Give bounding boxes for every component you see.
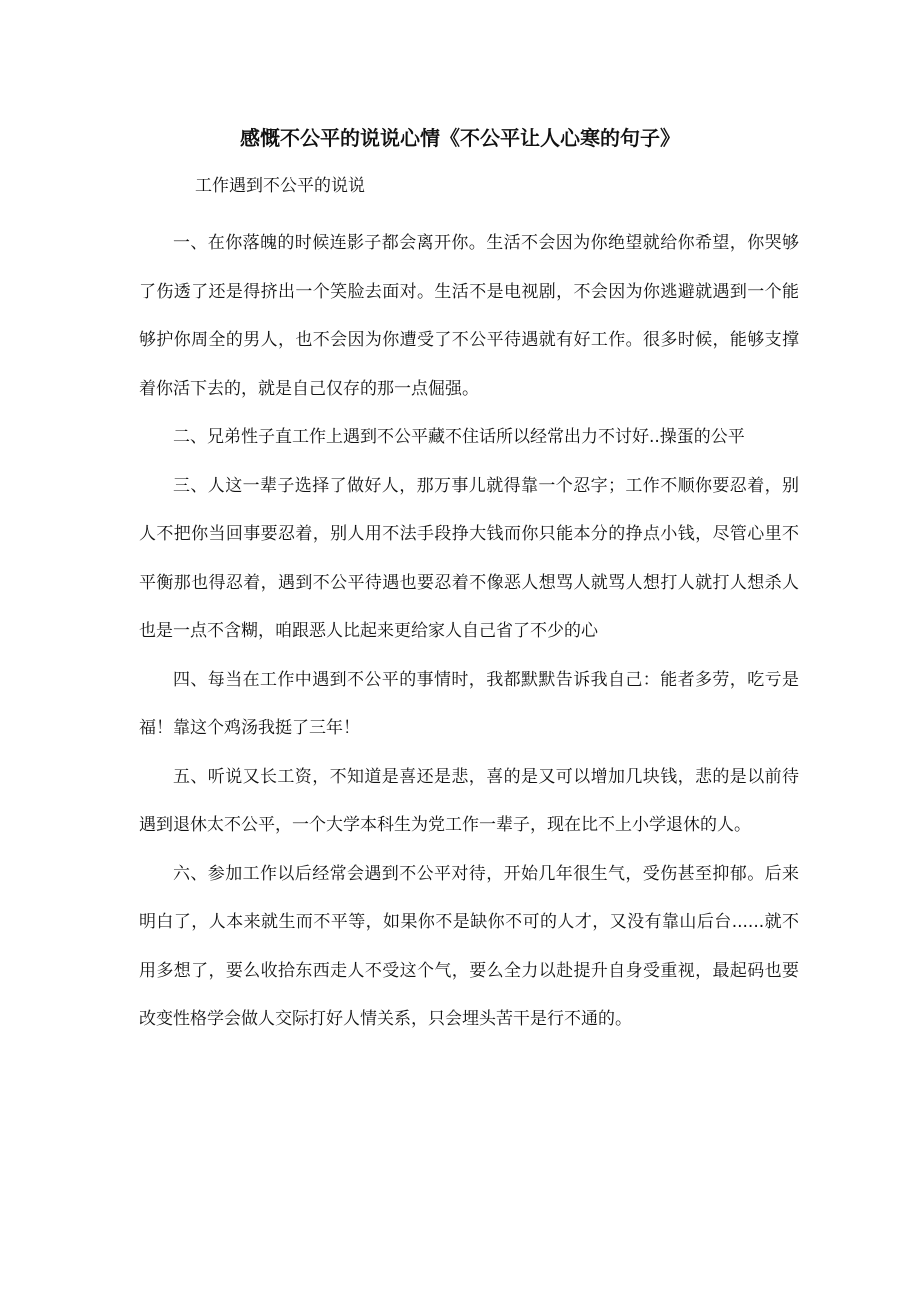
paragraph-1: 一、在你落魄的时候连影子都会离开你。生活不会因为你绝望就给你希望，你哭够了伤透了还是得挤出一个笑脸去面对。生活不是电视剧，不会因为你逃避就遇到一个能够护你周全的男人，也不会因为你遭受了不公平待遇就有好工作。很多时候，能够支撑着你活下去的，就是自己仅存的那一点倔强。 xyxy=(139,233,799,399)
article-body xyxy=(139,219,799,1044)
paragraph-2: 二、兄弟性子直工作上遇到不公平藏不住话所以经常出力不讨好..操蛋的公平 xyxy=(173,427,745,447)
paragraph-3: 三、人这一辈子选择了做好人，那万事儿就得靠一个忍字；工作不顺你要忍着，别人不把你当回事要忍着，别人用不法手段挣大钱而你只能本分的挣点小钱，尽管心里不平衡那也得忍着，遇到不公平待遇也要忍着不像恶人想骂人就骂人想打人就打人想杀人也是一点不含糊，咱跟恶人比起来更给家人自己省了不少的心 xyxy=(139,475,799,641)
page-title: 感慨不公平的说说心情《不公平让人心寒的句子》 xyxy=(240,126,680,150)
paragraph-5: 五、听说又长工资，不知道是喜还是悲，喜的是又可以增加几块钱，悲的是以前待遇到退休太不公平，一个大学本科生为党工作一辈子，现在比不上小学退休的人。 xyxy=(139,766,799,835)
paragraph-4: 四、每当在工作中遇到不公平的事情时，我都默默告诉我自己：能者多劳，吃亏是福！靠这个鸡汤我挺了三年！ xyxy=(139,669,799,738)
section-heading: 工作遇到不公平的说说 xyxy=(195,176,365,196)
paragraph-6: 六、参加工作以后经常会遇到不公平对待，开始几年很生气，受伤甚至抑郁。后来明白了，人本来就生而不平等，如果你不是缺你不可的人才，又没有靠山后台......就不用多想了，要么收拾东西走人不受这个气，要么全力以赴提升自身受重视，最起码也要改变性格学会做人交际打好人情关系，只会埋头苦干是行不通的。 xyxy=(139,863,799,1029)
